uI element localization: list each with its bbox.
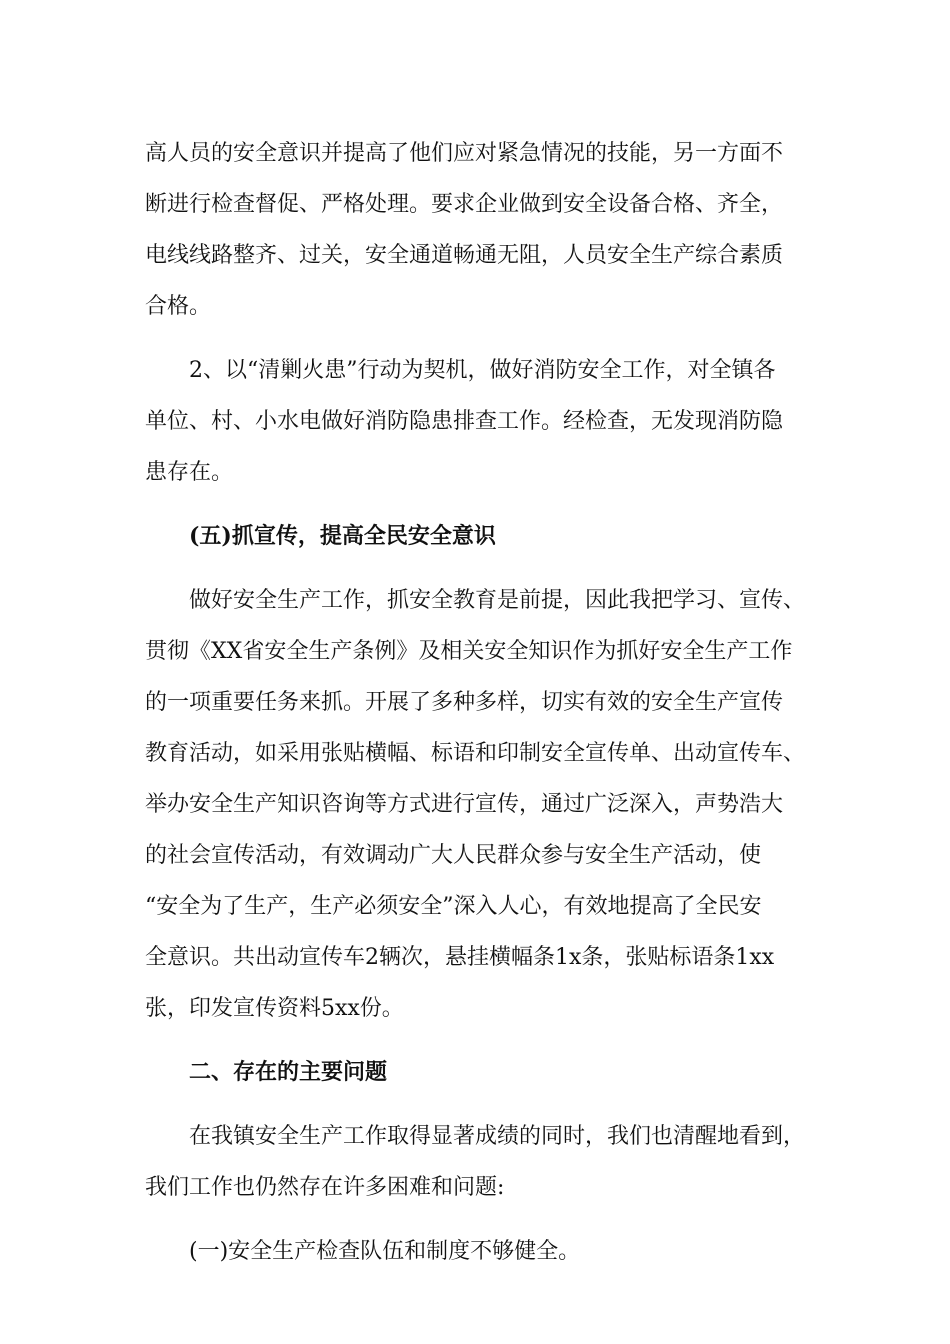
list-item-problem-1: (一)安全生产检查队伍和制度不够健全。 (189, 1239, 581, 1264)
text-line: 教育活动，如采用张贴横幅、标语和印制安全宣传单、出动宣传车、 (145, 741, 805, 766)
text-line: 高人员的安全意识并提高了他们应对紧急情况的技能，另一方面不 (145, 141, 784, 166)
section-heading-publicity: (五)抓宣传，提高全民安全意识 (189, 523, 496, 549)
text-line: 我们工作也仍然存在许多困难和问题: (145, 1175, 505, 1200)
text-line: 的一项重要任务来抓。开展了多种多样，切实有效的安全生产宣传 (145, 690, 784, 715)
section-heading-problems: 二、存在的主要问题 (189, 1059, 388, 1085)
text-line: 的社会宣传活动，有效调动广大人民群众参与安全生产活动，使 (145, 843, 762, 868)
text-line: 张，印发宣传资料5xx份。 (145, 996, 404, 1021)
text-line: 单位、村、小水电做好消防隐患排查工作。经检查，无发现消防隐 (145, 409, 784, 434)
text-line: 举办安全生产知识咨询等方式进行宣传，通过广泛深入，声势浩大 (145, 792, 784, 817)
text-line: “安全为了生产，生产必须安全”深入人心，有效地提高了全民安 (145, 894, 762, 919)
text-line: 患存在。 (145, 460, 234, 485)
text-line: 电线线路整齐、过关，安全通道畅通无阻，人员安全生产综合素质 (145, 243, 784, 268)
text-line: 合格。 (145, 294, 212, 319)
text-line: 在我镇安全生产工作取得显著成绩的同时，我们也清醒地看到， (189, 1124, 805, 1149)
paragraph-publicity (145, 575, 805, 1034)
document-body (145, 128, 805, 1277)
text-line: 全意识。共出动宣传车2辆次，悬挂横幅条1x条，张贴标语条1xx (145, 945, 775, 970)
paragraph-problems-intro (145, 1111, 805, 1213)
paragraph-fire-safety (145, 345, 805, 498)
text-line: 断进行检查督促、严格处理。要求企业做到安全设备合格、齐全， (145, 192, 784, 217)
paragraph-safety-training (145, 128, 805, 332)
text-line: 贯彻《XX省安全生产条例》及相关安全知识作为抓好安全生产工作 (145, 639, 793, 664)
text-line: 做好安全生产工作，抓安全教育是前提，因此我把学习、宣传、 (189, 588, 805, 613)
text-line: 2、以“清剿火患”行动为契机，做好消防安全工作，对全镇各 (189, 358, 776, 383)
